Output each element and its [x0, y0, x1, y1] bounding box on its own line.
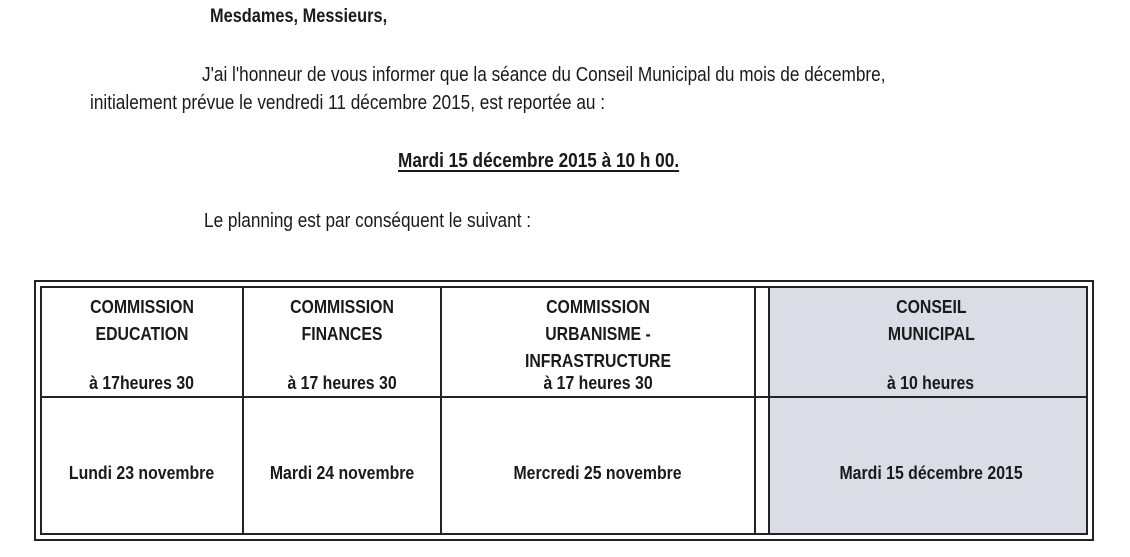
time-education — [42, 370, 242, 397]
time-label: à 17heures 30 — [89, 373, 195, 393]
date-finances — [244, 460, 440, 487]
header-title: COMMISSION FINANCES — [290, 297, 394, 344]
time-label: à 17 heures 30 — [543, 373, 653, 393]
header-title: CONSEIL MUNICIPAL — [887, 297, 975, 344]
paragraph-1-line-2: initialement prévue le vendredi 11 décembre 2015, est reportée au : — [90, 92, 606, 114]
date-label: Lundi 23 novembre — [69, 463, 215, 483]
header-commission-education — [42, 294, 242, 348]
paragraph-1-line-1: J'ai l'honneur de vous informer que la séance du Conseil Municipal du mois de décembre, — [202, 64, 886, 86]
header-commission-urbanisme — [442, 294, 754, 375]
column-divider — [754, 288, 756, 533]
header-commission-finances — [244, 294, 440, 348]
date-label: Mardi 15 décembre 2015 — [839, 463, 1023, 483]
schedule-table-inner — [40, 286, 1088, 535]
paragraph-2: Le planning est par conséquent le suivant : — [204, 210, 532, 232]
time-label: à 17 heures 30 — [287, 373, 397, 393]
time-urbanisme — [442, 370, 754, 397]
date-urbanisme — [442, 460, 754, 487]
new-meeting-date: Mardi 15 décembre 2015 à 10 h 00. — [398, 150, 680, 172]
header-title: COMMISSION EDUCATION — [90, 297, 194, 344]
time-finances — [244, 370, 440, 397]
date-label: Mardi 24 novembre — [269, 463, 415, 483]
date-education — [42, 460, 242, 487]
date-label: Mercredi 25 novembre — [513, 463, 683, 483]
header-conseil-municipal — [770, 294, 1092, 348]
schedule-table — [34, 280, 1094, 541]
date-conseil — [770, 460, 1092, 487]
time-label: à 10 heures — [887, 373, 975, 393]
time-conseil — [770, 370, 1092, 397]
salutation: Mesdames, Messieurs, — [210, 6, 388, 27]
header-title: COMMISSION URBANISME - INFRASTRUCTURE — [524, 297, 672, 371]
